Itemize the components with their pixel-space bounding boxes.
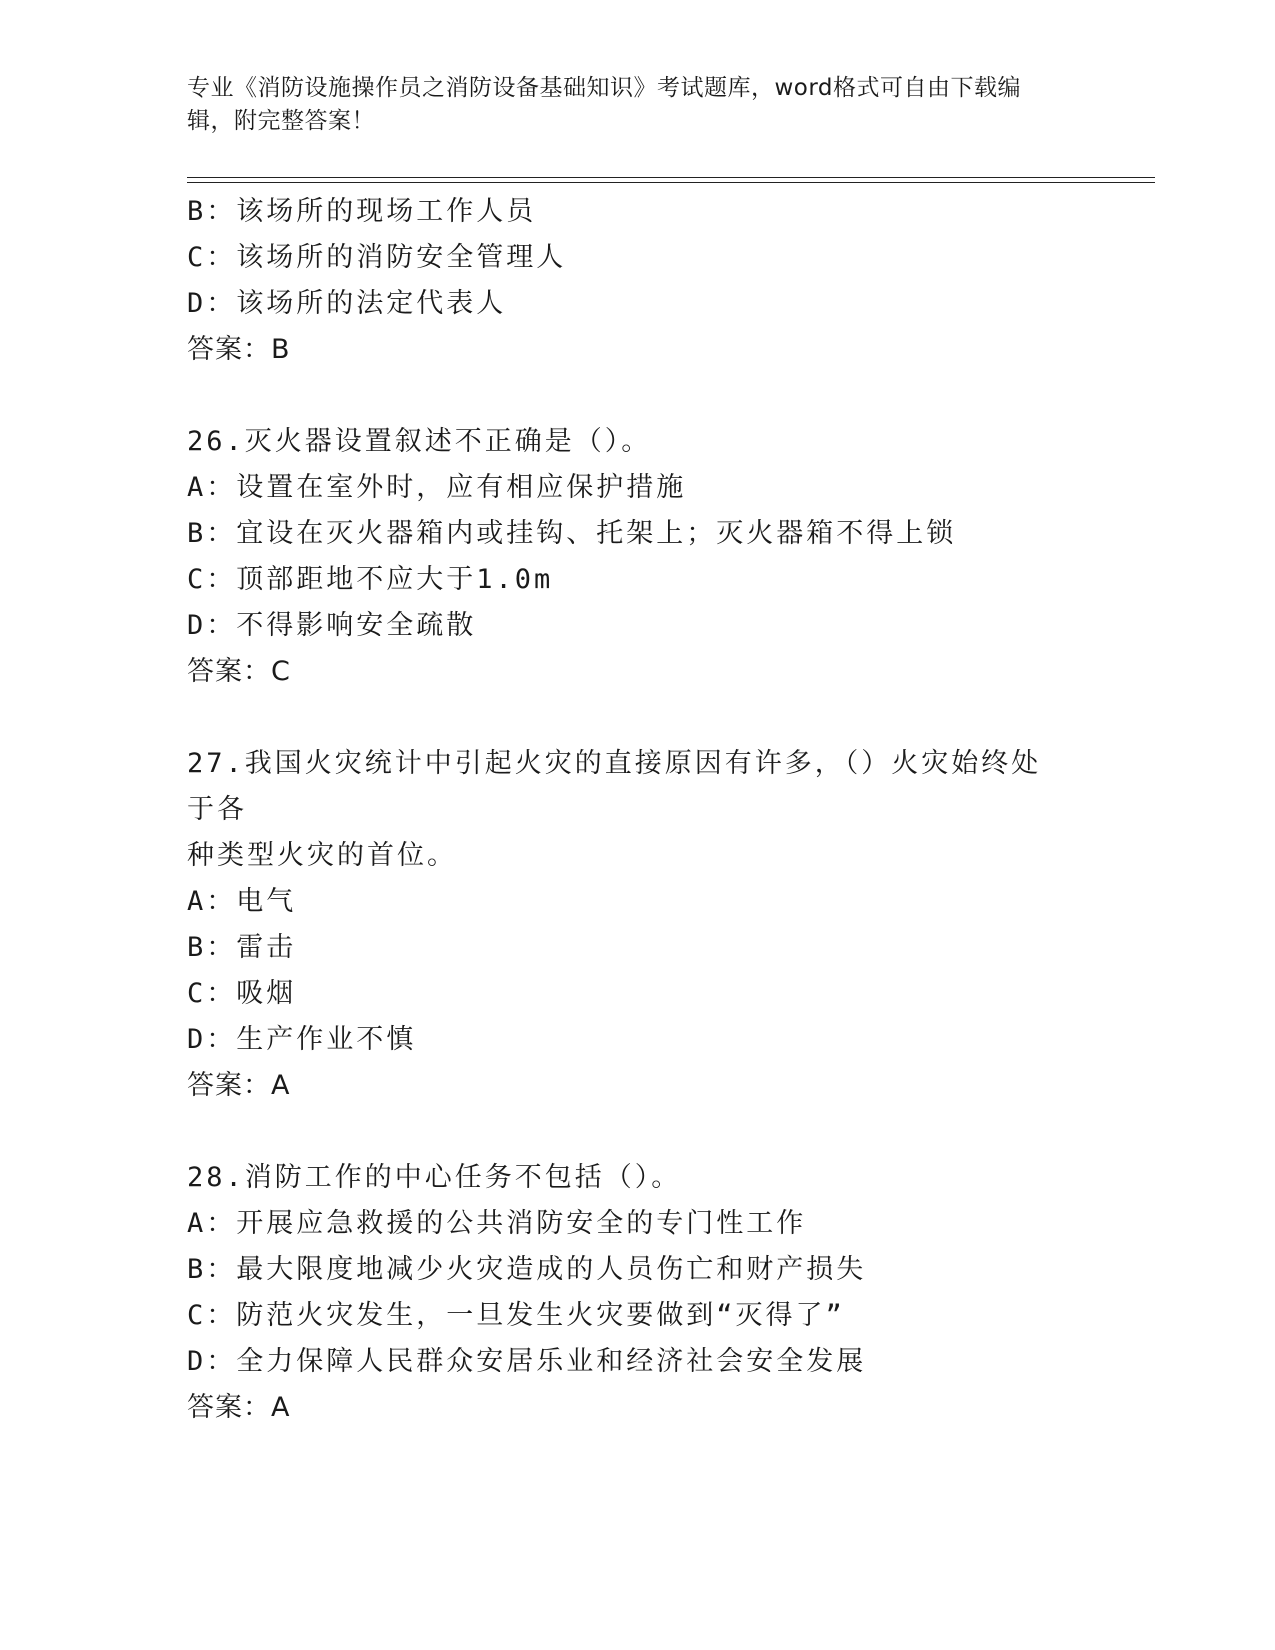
answer-line: 答案：A <box>187 1392 291 1423</box>
option-a: A：电气 <box>187 886 297 917</box>
option-d: D：生产作业不慎 <box>187 1024 417 1055</box>
question-25-continuation <box>187 189 1087 373</box>
spacer <box>187 695 1087 741</box>
option-d: D：不得影响安全疏散 <box>187 610 477 641</box>
question-28 <box>187 1155 1087 1431</box>
header-divider-bottom <box>187 182 1155 183</box>
header-line-1: 专业《消防设施操作员之消防设备基础知识》考试题库，word格式可自由下载编 <box>187 75 1022 101</box>
option-c: C：该场所的消防安全管理人 <box>187 242 567 273</box>
option-a: A：设置在室外时，应有相应保护措施 <box>187 472 687 503</box>
header-line-2: 辑，附完整答案！ <box>187 108 375 134</box>
question-stem: 26.灭火器设置叙述不正确是（）。 <box>187 426 652 457</box>
answer-line: 答案：B <box>187 334 291 365</box>
spacer <box>187 1109 1087 1155</box>
answer-line: 答案：A <box>187 1070 291 1101</box>
question-stem-line-1: 27.我国火灾统计中引起火灾的直接原因有许多，（）火灾始终处于各 <box>187 748 1042 825</box>
header-divider-top <box>187 177 1155 178</box>
option-c: C：顶部距地不应大于1.0m <box>187 564 554 595</box>
question-stem-line-2: 种类型火灾的首位。 <box>187 840 457 871</box>
question-stem: 28.消防工作的中心任务不包括（）。 <box>187 1162 682 1193</box>
document-header <box>187 72 1067 138</box>
option-a: A：开展应急救援的公共消防安全的专门性工作 <box>187 1208 807 1239</box>
spacer <box>187 373 1087 419</box>
option-d: D：全力保障人民群众安居乐业和经济社会安全发展 <box>187 1346 867 1377</box>
option-b: B：该场所的现场工作人员 <box>187 196 537 227</box>
question-list <box>187 189 1087 1431</box>
option-b: B：宜设在灭火器箱内或挂钩、托架上；灭火器箱不得上锁 <box>187 518 957 549</box>
option-d: D：该场所的法定代表人 <box>187 288 507 319</box>
option-c: C：吸烟 <box>187 978 297 1009</box>
answer-line: 答案：C <box>187 656 291 687</box>
option-b: B：最大限度地减少火灾造成的人员伤亡和财产损失 <box>187 1254 867 1285</box>
option-b: B：雷击 <box>187 932 297 963</box>
question-26 <box>187 419 1087 695</box>
question-27 <box>187 741 1087 1109</box>
option-c: C：防范火灾发生，一旦发生火灾要做到“灭得了” <box>187 1300 845 1331</box>
